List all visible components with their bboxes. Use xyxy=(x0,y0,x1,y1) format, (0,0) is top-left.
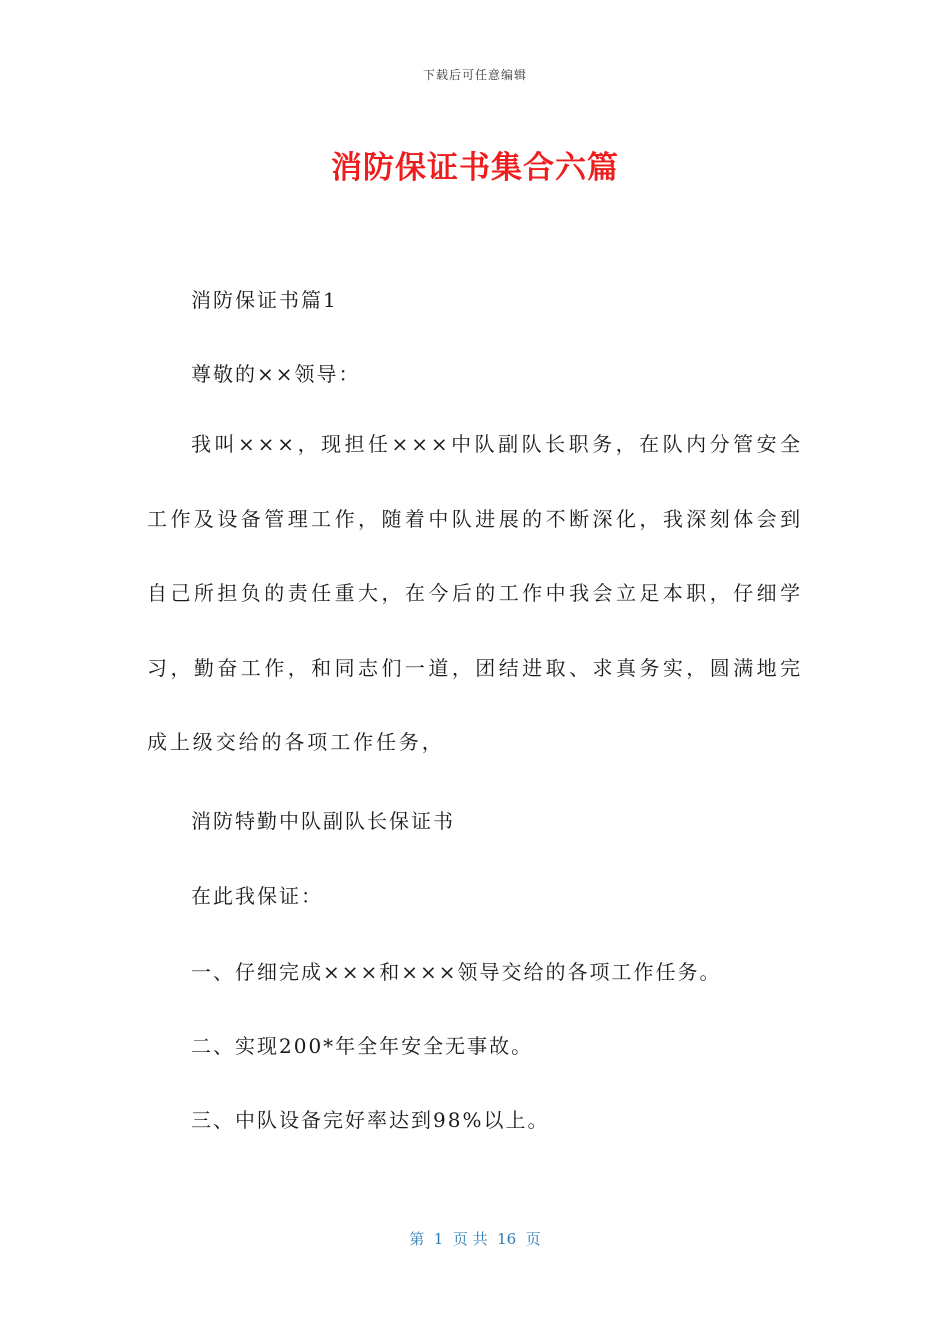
pledge-intro: 在此我保证： xyxy=(191,884,323,908)
page-number-footer: 第 1 页 共 16 页 xyxy=(409,1230,541,1248)
salutation: 尊敬的××领导： xyxy=(191,362,361,386)
pledge-item-1: 一、仔细完成×××和×××领导交给的各项工作任务。 xyxy=(191,960,722,984)
section-heading: 消防保证书篇1 xyxy=(191,288,338,312)
pledge-item-3: 三、中队设备完好率达到98%以上。 xyxy=(191,1108,550,1132)
intro-paragraph: 我叫×××，现担任×××中队副队长职务，在队内分管安全工作及设备管理工作，随着中队进展的不断深化，我深刻体会到自己所担负的责任重大，在今后的工作中我会立足本职，仔细学习，勤奋工作，和同志们一道，团结进取、求真务实，圆满地完成上级交给的各项工作任务， xyxy=(147,432,803,754)
pledge-item-2: 二、实现200*年全年安全无事故。 xyxy=(191,1034,534,1058)
subtitle-line: 消防特勤中队副队长保证书 xyxy=(191,809,455,833)
document-title: 消防保证书集合六篇 xyxy=(331,150,619,186)
header-note: 下载后可任意编辑 xyxy=(422,68,527,82)
